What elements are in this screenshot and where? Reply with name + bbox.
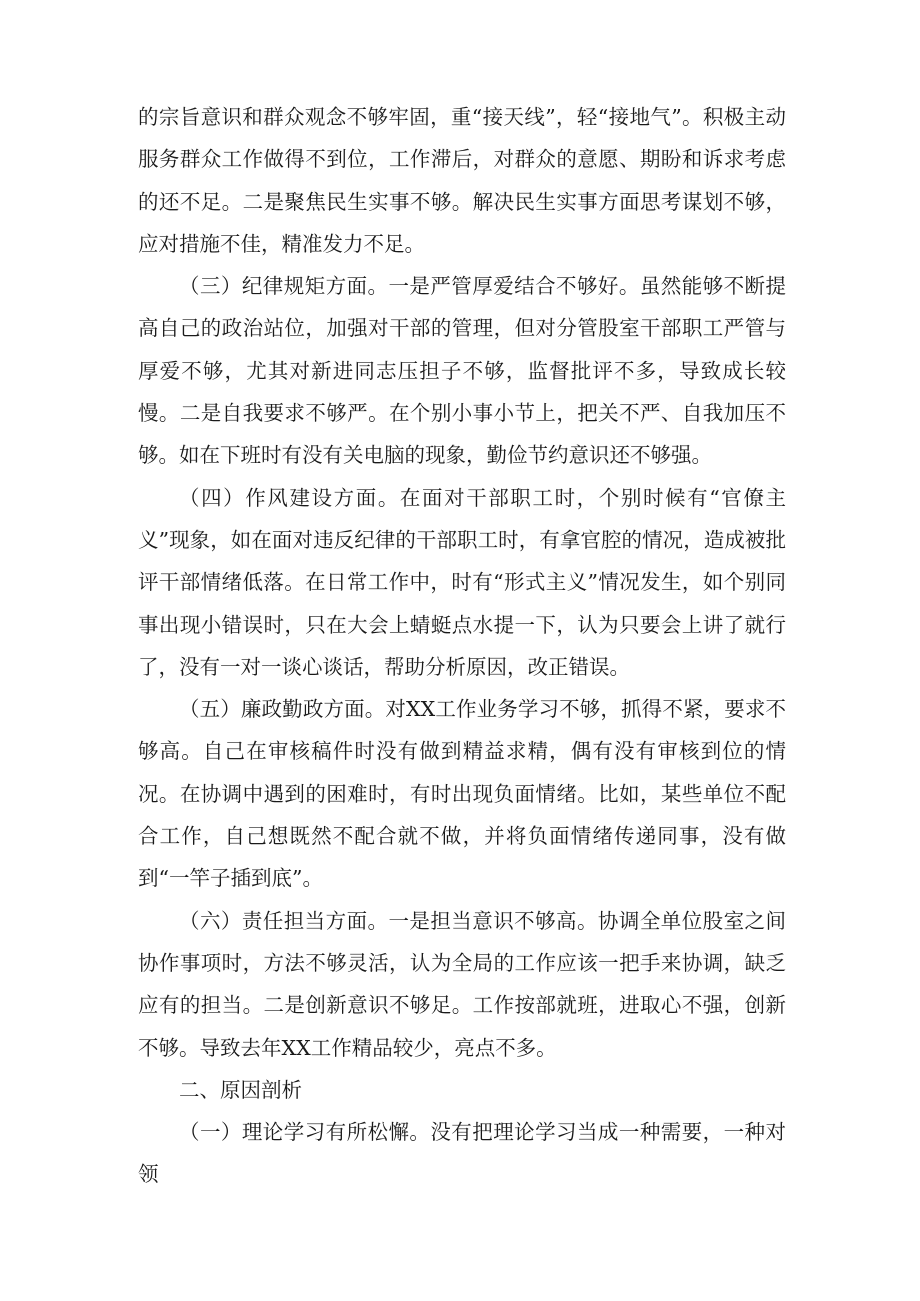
paragraph-work-style: （四）作风建设方面。在面对干部职工时，个别时候有“官僚主义”现象，如在面对违反纪律的干部职工时，有拿官腔的情况，造成被批评干部情绪低落。在日常工作中，时有“形式主义”情况发生，如个别同事出现小错误时，只在大会上蜻蜓点水提一下，认为只要会上讲了就行了，没有一对一谈心谈话，帮助分析原因，改正错误。 <box>138 485 786 679</box>
document-body <box>138 96 786 1196</box>
paragraph-purpose-awareness: 的宗旨意识和群众观念不够牢固，重“接天线”，轻“接地气”。积极主动服务群众工作做得不到位，工作滞后，对群众的意愿、期盼和诉求考虑的还不足。二是聚焦民生实事不够。解决民生实事方面思考谋划不够，应对措施不佳，精准发力不足。 <box>138 105 786 256</box>
paragraph-discipline-rules: （三）纪律规矩方面。一是严管厚爱结合不够好。虽然能够不断提高自己的政治站位，加强对干部的管理，但对分管股室干部职工严管与厚爱不够，尤其对新进同志压担子不够，监督批评不多，导致成长较慢。二是自我要求不够严。在个别小事小节上，把关不严、自我加压不够。如在下班时有没有关电脑的现象，勤俭节约意识还不够强。 <box>138 274 786 468</box>
section-heading-cause-analysis: 二、原因剖析 <box>179 1077 302 1102</box>
paragraph-responsibility: （六）责任担当方面。一是担当意识不够高。协调全单位股室之间协作事项时，方法不够灵活，认为全局的工作应该一把手来协调，缺乏应有的担当。二是创新意识不够足。工作按部就班，进取心不强，创新不够。导致去年XX工作精品较少，亮点不多。 <box>138 908 786 1060</box>
paragraph-integrity-diligence: （五）廉政勤政方面。对XX工作业务学习不够，抓得不紧，要求不够高。自己在审核稿件时没有做到精益求精，偶有没有审核到位的情况。在协调中遇到的困难时，有时出现负面情绪。比如，某些单位不配合工作，自己想既然不配合就不做，并将负面情绪传递同事，没有做到“一竿子插到底”。 <box>138 697 786 891</box>
paragraph-theory-study: （一）理论学习有所松懈。没有把理论学习当成一种需要，一种对领 <box>138 1120 786 1187</box>
